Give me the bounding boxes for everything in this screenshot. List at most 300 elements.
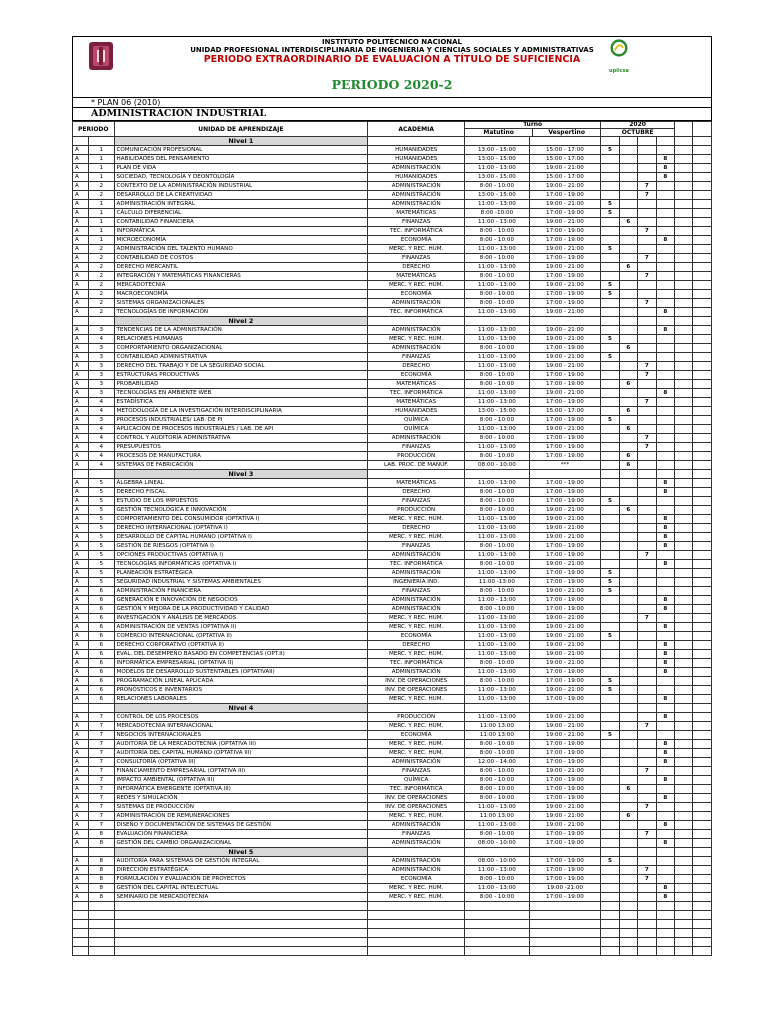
cell-empty: [693, 263, 712, 272]
cell-empty: [619, 623, 637, 632]
cell-empty: [693, 218, 712, 227]
cell-subject: INFORMÁTICA EMERGENTE (OPTATIVA III): [114, 785, 368, 794]
cell-empty: [675, 767, 693, 776]
cell-evening: 17:00 - 19:00: [529, 893, 601, 902]
cell-morning: 11:00 - 13:00: [465, 425, 530, 434]
cell-morning: 11:00 - 13:00: [465, 821, 530, 830]
cell-empty: [656, 407, 674, 416]
cell-subject: MERCADOTECNIA: [114, 281, 368, 290]
cell-empty: [619, 299, 637, 308]
cell-academy: ADMINISTRACIÓN: [368, 605, 465, 614]
cell-morning: 8:00 - 10:00: [465, 290, 530, 299]
cell-exam-day: 5: [601, 587, 619, 596]
cell-period: A: [73, 434, 89, 443]
cell-empty: [601, 749, 619, 758]
cell-subject: DERECHO CORPORATIVO (OPTATIVA II): [114, 641, 368, 650]
cell-empty: [693, 632, 712, 641]
cell-subject: INTEGRACIÓN Y MATEMÁTICAS FINANCIERAS: [114, 272, 368, 281]
column-header-turno: Turno: [523, 121, 543, 128]
column-header-date-group: [601, 122, 675, 137]
cell-exam-day: 8: [656, 758, 674, 767]
table-row: [73, 164, 712, 173]
cell-empty: [601, 236, 619, 245]
cell-evening: 19:00 - 21:00: [529, 650, 601, 659]
cell-period: A: [73, 398, 89, 407]
cell-empty: [693, 416, 712, 425]
cell-empty: [693, 479, 712, 488]
cell-morning: 11:00 13:00: [465, 731, 530, 740]
cell-empty: [675, 794, 693, 803]
cell-empty: [693, 308, 712, 317]
cell-morning: 8:00 - 10:00: [465, 182, 530, 191]
cell-empty: [601, 695, 619, 704]
cell-period: A: [73, 650, 89, 659]
cell-exam-day: 6: [619, 452, 637, 461]
cell-period: A: [73, 209, 89, 218]
cell-subject: GESTIÓN DE RIESGOS (OPTATIVA I): [114, 542, 368, 551]
cell-semester: 1: [89, 146, 114, 155]
cell-period: A: [73, 299, 89, 308]
cell-period: A: [73, 425, 89, 434]
cell-exam-day: 7: [638, 362, 656, 371]
table-row: [73, 749, 712, 758]
cell-period: A: [73, 443, 89, 452]
cell-academy: MERC. Y REC. HUM.: [368, 245, 465, 254]
cell-empty: [675, 290, 693, 299]
cell-empty: [693, 200, 712, 209]
cell-empty: [601, 344, 619, 353]
cell-empty: [675, 461, 693, 470]
cell-empty: [638, 668, 656, 677]
table-row: [73, 335, 712, 344]
cell-empty: [675, 551, 693, 560]
cell-morning: 11:00 - 13:00: [465, 443, 530, 452]
cell-semester: 6: [89, 641, 114, 650]
cell-academy: INV. DE OPERACIONES: [368, 794, 465, 803]
cell-empty: [619, 479, 637, 488]
cell-semester: 3: [89, 416, 114, 425]
cell-academy: INV. DE OPERACIONES: [368, 686, 465, 695]
cell-empty: [693, 326, 712, 335]
cell-empty: [638, 560, 656, 569]
cell-semester: 6: [89, 695, 114, 704]
cell-period: A: [73, 875, 89, 884]
unit-name: UNIDAD PROFESIONAL INTERDISCIPLINARIA DE INGENIERÍA Y CIENCIAS SOCIALES Y ADMINISTRATIVAS: [190, 46, 594, 54]
cell-empty: [601, 218, 619, 227]
cell-subject: COMPORTAMIENTO ORGANIZACIONAL: [114, 344, 368, 353]
cell-period: A: [73, 344, 89, 353]
cell-evening: 19:00 - 21:00: [529, 587, 601, 596]
cell-morning: 11:00 - 13:00: [465, 200, 530, 209]
cell-period: A: [73, 677, 89, 686]
cell-semester: 6: [89, 686, 114, 695]
cell-subject: AUDITORÍA DE LA MERCADOTECNIA (OPTATIVA III): [114, 740, 368, 749]
table-row: [73, 263, 712, 272]
cell-morning: 11:00 - 13:00: [465, 326, 530, 335]
cell-empty: [619, 155, 637, 164]
cell-empty: [693, 569, 712, 578]
cell-empty: [675, 263, 693, 272]
cell-morning: 11:00 - 13:00: [465, 353, 530, 362]
cell-empty: [675, 875, 693, 884]
cell-empty: [693, 587, 712, 596]
cell-empty: [656, 380, 674, 389]
cell-empty: [675, 425, 693, 434]
cell-period: A: [73, 776, 89, 785]
cell-subject: PROCESOS INDUSTRIALES/ LAB. DE PI: [114, 416, 368, 425]
cell-subject: DERECHO INTERNACIONAL (OPTATIVA I): [114, 524, 368, 533]
cell-empty: [675, 146, 693, 155]
table-row: [73, 875, 712, 884]
cell-empty: [656, 722, 674, 731]
cell-academy: ADMINISTRACIÓN: [368, 596, 465, 605]
cell-period: A: [73, 686, 89, 695]
cell-empty: [693, 722, 712, 731]
cell-academy: ADMINISTRACIÓN: [368, 164, 465, 173]
cell-subject: TECNOLOGÍAS EN AMBIENTE WEB: [114, 389, 368, 398]
cell-morning: 11:00 -13:00: [465, 578, 530, 587]
cell-semester: 8: [89, 893, 114, 902]
blank-row: [73, 929, 712, 938]
cell-exam-day: 8: [656, 776, 674, 785]
cell-empty: [675, 416, 693, 425]
cell-academy: ADMINISTRACIÓN: [368, 569, 465, 578]
table-row: [73, 587, 712, 596]
cell-empty: [693, 146, 712, 155]
cell-empty: [619, 209, 637, 218]
cell-empty: [601, 866, 619, 875]
cell-empty: [675, 830, 693, 839]
table-row: [73, 893, 712, 902]
extraordinary-title: PERIODO EXTRAORDINARIO DE EVALUACIÓN A TÍTULO DE SUFICIENCIA: [203, 54, 581, 65]
cell-academy: MERC. Y REC. HUM.: [368, 695, 465, 704]
cell-empty: [638, 524, 656, 533]
cell-empty: [638, 659, 656, 668]
cell-exam-day: 7: [638, 803, 656, 812]
cell-morning: 8:00 - 10:00: [465, 560, 530, 569]
cell-evening: 19:00 - 21:00: [529, 767, 601, 776]
upiicsa-logo-text: upiicsa: [609, 68, 629, 74]
cell-empty: [693, 596, 712, 605]
cell-empty: [656, 191, 674, 200]
cell-academy: HUMANIDADES: [368, 146, 465, 155]
table-row: [73, 614, 712, 623]
cell-evening: 17:00 - 19:00: [529, 695, 601, 704]
cell-empty: [638, 758, 656, 767]
cell-evening: 17:00 - 19:00: [529, 371, 601, 380]
cell-exam-day: 8: [656, 821, 674, 830]
cell-evening: 19:00 - 21:00: [529, 641, 601, 650]
cell-morning: 8:00 - 10:00: [465, 740, 530, 749]
cell-semester: 7: [89, 758, 114, 767]
cell-empty: [638, 821, 656, 830]
cell-empty: [675, 713, 693, 722]
cell-empty: [656, 281, 674, 290]
cell-empty: [638, 533, 656, 542]
cell-empty: [619, 551, 637, 560]
cell-academy: FINANZAS: [368, 830, 465, 839]
cell-subject: REDES Y SIMULACIÓN: [114, 794, 368, 803]
cell-empty: [693, 164, 712, 173]
cell-empty: [601, 443, 619, 452]
cell-period: A: [73, 335, 89, 344]
cell-empty: [656, 461, 674, 470]
cell-subject: ESTADÍSTICA: [114, 398, 368, 407]
cell-period: A: [73, 326, 89, 335]
cell-morning: 11:00 - 13:00: [465, 641, 530, 650]
cell-morning: 8:00 - 10:00: [465, 488, 530, 497]
cell-empty: [619, 731, 637, 740]
cell-empty: [693, 812, 712, 821]
cell-semester: 4: [89, 398, 114, 407]
cell-semester: 3: [89, 380, 114, 389]
cell-empty: [693, 371, 712, 380]
cell-period: A: [73, 452, 89, 461]
cell-semester: 1: [89, 200, 114, 209]
cell-exam-day: 6: [619, 380, 637, 389]
career-title: ADMINISTRACIÓN INDUSTRIAL: [72, 107, 712, 121]
cell-empty: [693, 398, 712, 407]
cell-period: A: [73, 785, 89, 794]
blank-row: [73, 911, 712, 920]
cell-morning: 11:00 - 13:00: [465, 569, 530, 578]
cell-semester: 6: [89, 605, 114, 614]
cell-empty: [638, 416, 656, 425]
cell-academy: FINANZAS: [368, 542, 465, 551]
cell-academy: MERC. Y REC. HUM.: [368, 623, 465, 632]
cell-evening: 19:00 - 21:00: [529, 425, 601, 434]
cell-morning: 11:00 - 13:00: [465, 866, 530, 875]
cell-morning: 8:00 - 10:00: [465, 677, 530, 686]
cell-empty: [693, 182, 712, 191]
cell-period: A: [73, 659, 89, 668]
cell-empty: [638, 632, 656, 641]
cell-semester: 6: [89, 659, 114, 668]
cell-semester: 5: [89, 560, 114, 569]
cell-empty: [619, 173, 637, 182]
cell-evening: 17:00 - 19:00: [529, 236, 601, 245]
cell-empty: [601, 425, 619, 434]
cell-subject: MERCADOTECNIA INTERNACIONAL: [114, 722, 368, 731]
cell-empty: [638, 290, 656, 299]
cell-empty: [601, 551, 619, 560]
cell-academy: TEC. INFORMÁTICA: [368, 659, 465, 668]
cell-exam-day: 6: [619, 785, 637, 794]
cell-semester: 7: [89, 749, 114, 758]
cell-academy: TEC. INFORMÁTICA: [368, 560, 465, 569]
cell-period: A: [73, 794, 89, 803]
cell-empty: [656, 632, 674, 641]
cell-empty: [601, 668, 619, 677]
cell-subject: AUDITORÍA PARA SISTEMAS DE GESTIÓN INTEGRAL: [114, 857, 368, 866]
cell-empty: [675, 857, 693, 866]
cell-empty: [619, 839, 637, 848]
cell-empty: [638, 506, 656, 515]
cell-empty: [656, 569, 674, 578]
table-row: [73, 461, 712, 470]
cell-subject: CÁLCULO DIFERENCIAL: [114, 209, 368, 218]
cell-empty: [675, 812, 693, 821]
cell-subject: MACROECONOMÍA: [114, 290, 368, 299]
cell-evening: 19:00 - 21:00: [529, 389, 601, 398]
cell-period: A: [73, 587, 89, 596]
cell-empty: [619, 875, 637, 884]
cell-empty: [601, 803, 619, 812]
table-row: [73, 569, 712, 578]
cell-subject: EVALUACIÓN FINANCIERA: [114, 830, 368, 839]
cell-empty: [693, 893, 712, 902]
table-row: [73, 695, 712, 704]
table-row: [73, 245, 712, 254]
cell-evening: 17:00 - 19:00: [529, 290, 601, 299]
cell-empty: [693, 785, 712, 794]
cell-exam-day: 8: [656, 659, 674, 668]
cell-academy: ADMINISTRACIÓN: [368, 821, 465, 830]
cell-evening: 17:00 - 19:00: [529, 398, 601, 407]
cell-empty: [619, 245, 637, 254]
cell-empty: [656, 614, 674, 623]
cell-academy: TEC. INFORMÁTICA: [368, 389, 465, 398]
table-row: [73, 605, 712, 614]
blank-row: [73, 920, 712, 929]
cell-empty: [675, 227, 693, 236]
cell-empty: [638, 713, 656, 722]
cell-period: A: [73, 524, 89, 533]
cell-academy: PRODUCCIÓN: [368, 713, 465, 722]
table-row: [73, 650, 712, 659]
table-row: [73, 209, 712, 218]
cell-exam-day: 6: [619, 425, 637, 434]
cell-empty: [693, 551, 712, 560]
cell-semester: 8: [89, 884, 114, 893]
cell-period: A: [73, 353, 89, 362]
cell-empty: [601, 389, 619, 398]
cell-evening: 17:00 - 19:00: [529, 830, 601, 839]
cell-subject: TECNOLOGÍAS DE INFORMACIÓN: [114, 308, 368, 317]
cell-empty: [693, 524, 712, 533]
cell-semester: 1: [89, 236, 114, 245]
cell-evening: 15:00 - 17:00: [529, 407, 601, 416]
cell-empty: [693, 407, 712, 416]
cell-exam-day: 8: [656, 749, 674, 758]
cell-period: A: [73, 668, 89, 677]
table-row: [73, 866, 712, 875]
cell-exam-day: 5: [601, 281, 619, 290]
cell-semester: 5: [89, 515, 114, 524]
cell-subject: ESTRUCTURAS PRODUCTIVAS: [114, 371, 368, 380]
cell-empty: [656, 497, 674, 506]
blank-row: [73, 938, 712, 947]
cell-semester: 6: [89, 677, 114, 686]
cell-empty: [619, 443, 637, 452]
cell-empty: [675, 821, 693, 830]
cell-period: A: [73, 857, 89, 866]
cell-academy: TEC. INFORMÁTICA: [368, 227, 465, 236]
cell-subject: GESTIÓN TECNOLÓGICA E INNOVACIÓN: [114, 506, 368, 515]
cell-morning: 8:00 - 10:00: [465, 830, 530, 839]
cell-subject: INFORMÁTICA: [114, 227, 368, 236]
level-label: Nivel 4: [114, 704, 368, 713]
table-row: [73, 389, 712, 398]
table-row: [73, 884, 712, 893]
cell-semester: 2: [89, 308, 114, 317]
cell-exam-day: 5: [601, 245, 619, 254]
cell-empty: [656, 803, 674, 812]
cell-empty: [656, 263, 674, 272]
cell-empty: [619, 668, 637, 677]
table-row: [73, 416, 712, 425]
cell-empty: [601, 722, 619, 731]
cell-semester: 4: [89, 461, 114, 470]
cell-subject: DIRECCIÓN ESTRATÉGICA: [114, 866, 368, 875]
cell-empty: [693, 344, 712, 353]
cell-period: A: [73, 290, 89, 299]
table-row: [73, 182, 712, 191]
cell-morning: 12:00 - 14:00: [465, 758, 530, 767]
cell-morning: 8:00 - 10:00: [465, 452, 530, 461]
cell-morning: 11:00 - 13:00: [465, 695, 530, 704]
cell-empty: [675, 236, 693, 245]
table-row: [73, 308, 712, 317]
cell-subject: PROGRAMACIÓN LINEAL APLICADA: [114, 677, 368, 686]
cell-academy: MERC. Y REC. HUM.: [368, 281, 465, 290]
cell-subject: IMPACTO AMBIENTAL (OPTATIVA III): [114, 776, 368, 785]
table-row: [73, 731, 712, 740]
schedule-table: [72, 121, 712, 956]
cell-subject: RELACIONES LABORALES: [114, 695, 368, 704]
cell-period: A: [73, 371, 89, 380]
cell-academy: HUMANIDADES: [368, 155, 465, 164]
cell-empty: [619, 749, 637, 758]
cell-semester: 5: [89, 497, 114, 506]
cell-empty: [619, 308, 637, 317]
cell-empty: [675, 659, 693, 668]
cell-empty: [675, 443, 693, 452]
table-row: [73, 524, 712, 533]
cell-empty: [693, 488, 712, 497]
cell-evening: 19:00 - 21:00: [529, 821, 601, 830]
cell-empty: [619, 236, 637, 245]
cell-empty: [601, 479, 619, 488]
cell-empty: [601, 542, 619, 551]
cell-academy: MERC. Y REC. HUM.: [368, 650, 465, 659]
level-label: Nivel 5: [114, 848, 368, 857]
table-row: [73, 812, 712, 821]
cell-semester: 6: [89, 614, 114, 623]
cell-empty: [693, 695, 712, 704]
cell-empty: [638, 155, 656, 164]
cell-empty: [601, 659, 619, 668]
table-row: [73, 506, 712, 515]
cell-empty: [693, 290, 712, 299]
cell-period: A: [73, 416, 89, 425]
cell-empty: [601, 371, 619, 380]
column-header-academia: ACADEMIA: [368, 122, 465, 137]
cell-academy: ADMINISTRACIÓN: [368, 200, 465, 209]
cell-semester: 8: [89, 830, 114, 839]
cell-morning: 11:00 13:00: [465, 812, 530, 821]
table-row: [73, 191, 712, 200]
cell-empty: [619, 326, 637, 335]
table-row: [73, 299, 712, 308]
cell-academy: MATEMÁTICAS: [368, 380, 465, 389]
cell-empty: [675, 479, 693, 488]
cell-empty: [675, 569, 693, 578]
cell-exam-day: 6: [619, 218, 637, 227]
column-header-matutino: Matutino: [465, 129, 533, 136]
cell-subject: PROBABILIDAD: [114, 380, 368, 389]
cell-morning: 8:00 - 10:00: [465, 893, 530, 902]
